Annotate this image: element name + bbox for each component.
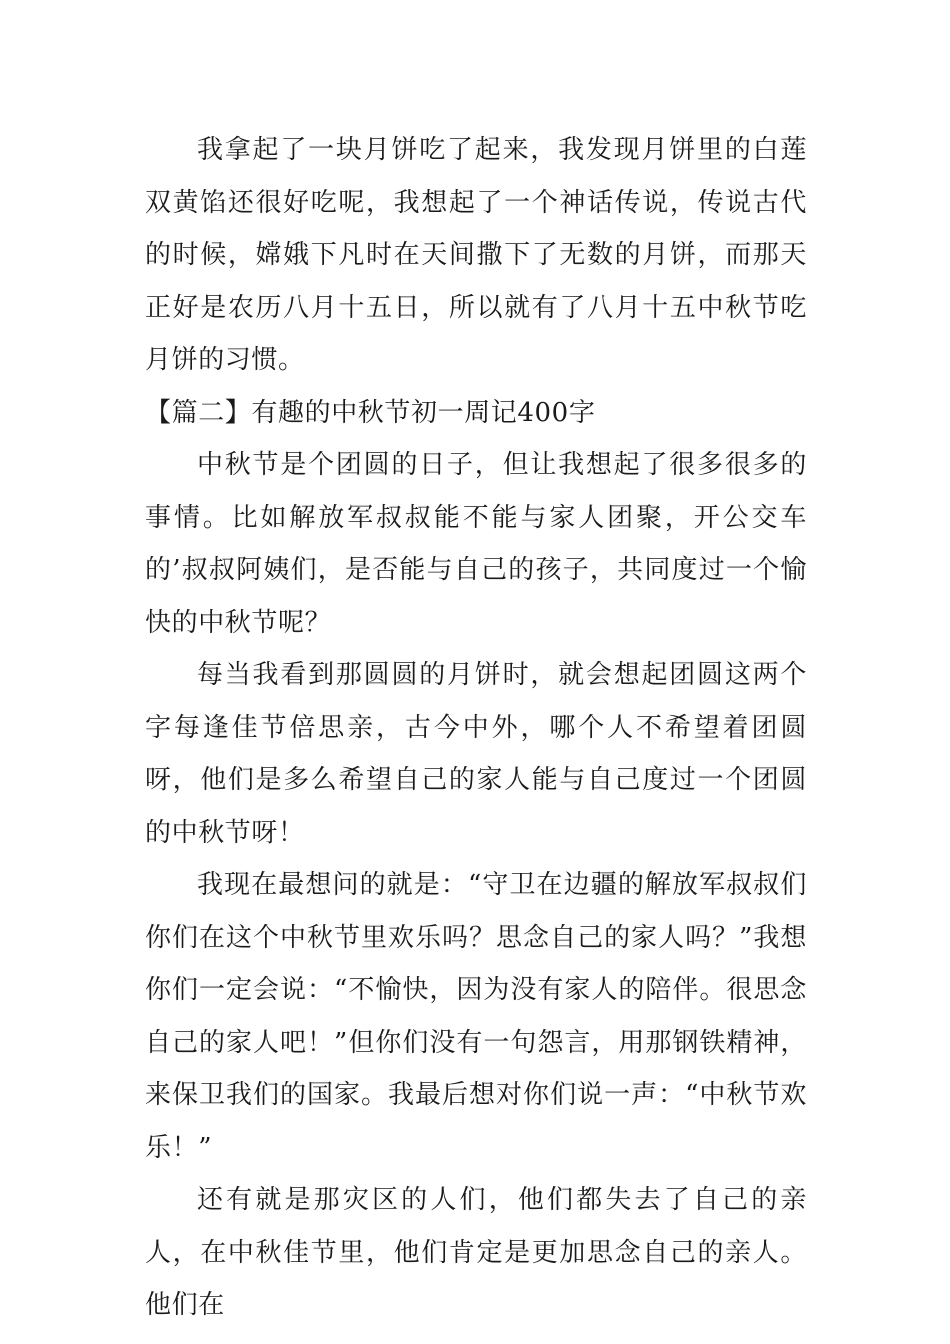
paragraph-reunion-day: 中秋节是个团圆的日子，但让我想起了很多很多的事情。比如解放军叔叔能不能与家人团聚，开公交车的’叔叔阿姨们，是否能与自己的孩子，共同度过一个愉快的中秋节呢？ [145, 450, 807, 638]
paragraph-soldiers: 我现在最想问的就是：“守卫在边疆的解放军叔叔们你们在这个中秋节里欢乐吗？思念自己的家人吗？”我想你们一定会说：“不愉快，因为没有家人的陪伴。很思念自己的家人吧！”但你们没有一句怨言，用那钢铁精神，来保卫我们的国家。我最后想对你们说一声：“中秋节欢乐！” [145, 870, 807, 1163]
paragraph-disaster-area: 还有就是那灾区的人们，他们都失去了自己的亲人，在中秋佳节里，他们肯定是更加思念自己的亲人。他们在 [145, 1185, 807, 1320]
document-body [145, 124, 807, 1332]
section-heading: 【篇二】有趣的中秋节初一周记400字 [145, 397, 596, 428]
paragraph-round-mooncake: 每当我看到那圆圆的月饼时，就会想起团圆这两个字每逢佳节倍思亲，古今中外，哪个人不希望着团圆呀，他们是多么希望自己的家人能与自己度过一个团圆的中秋节呀！ [145, 660, 807, 848]
paragraph-mooncake: 我拿起了一块月饼吃了起来，我发现月饼里的白莲双黄馅还很好吃呢，我想起了一个神话传说，传说古代的时候，嫦娥下凡时在天间撒下了无数的月饼，而那天正好是农历八月十五日，所以就有了八月十五中秋节吃月饼的习惯。 [145, 135, 807, 375]
